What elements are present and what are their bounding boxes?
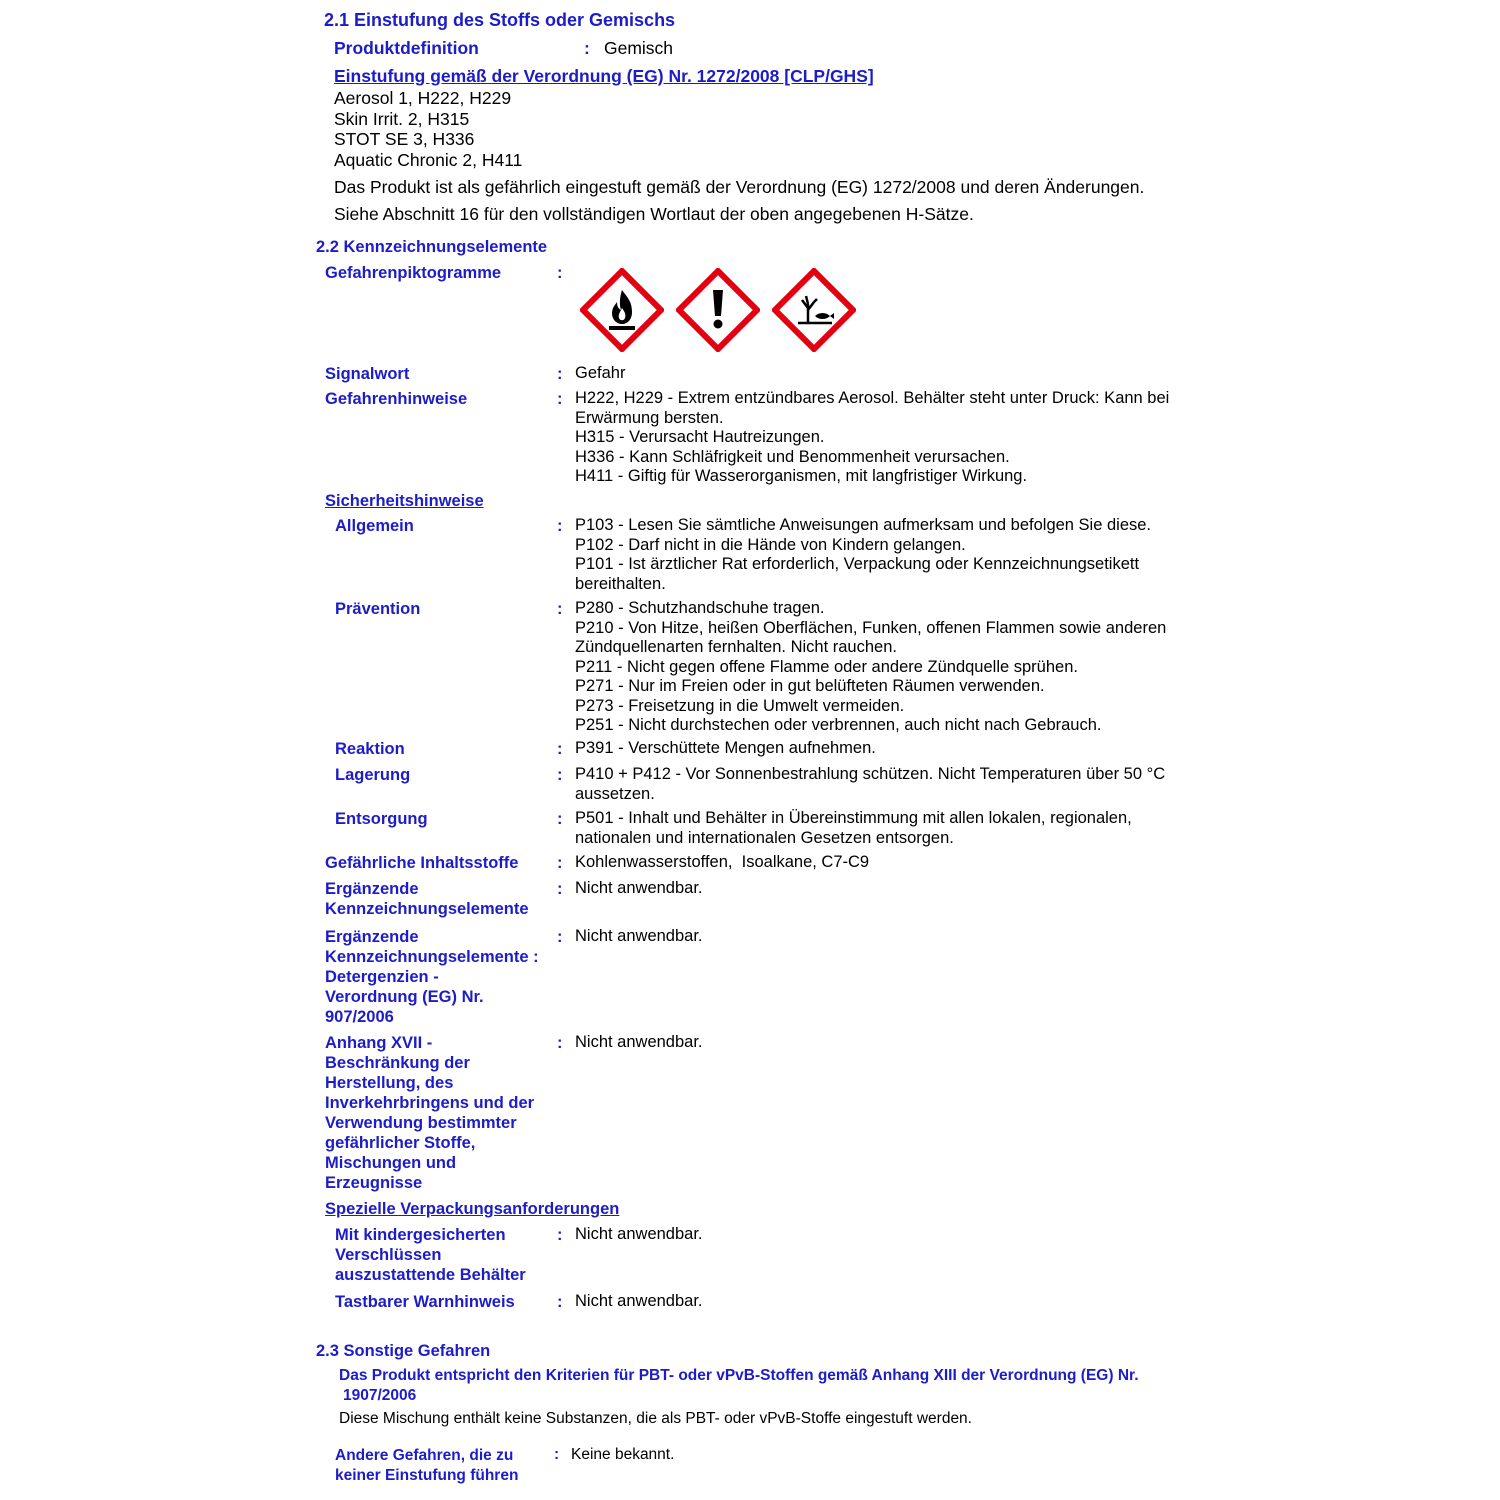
colon: : — [557, 854, 563, 872]
product-definition-label: Produktdefinition — [334, 38, 479, 58]
label-line: Mischungen und — [325, 1154, 457, 1172]
section-2-2-heading: 2.2 Kennzeichnungselemente — [316, 238, 548, 256]
colon: : — [557, 740, 563, 758]
hazard-statements-label: Gefahrenhinweise — [325, 390, 468, 408]
label-line: Mit kindergesicherten — [335, 1226, 506, 1244]
colon: : — [557, 1293, 563, 1311]
label-line: auszustattende Behälter — [335, 1266, 526, 1284]
label-line: gefährlicher Stoffe, — [325, 1134, 476, 1152]
precautionary-statement: nationalen und internationalen Gesetzen entsorgen. — [575, 828, 954, 847]
colon: : — [557, 810, 563, 828]
colon: : — [557, 365, 563, 383]
precautionary-statement: P280 - Schutzhandschuhe tragen. — [575, 599, 825, 617]
precautionary-heading: Sicherheitshinweise — [325, 492, 484, 510]
label-line: Anhang XVII - — [325, 1034, 433, 1052]
label-line: Verordnung (EG) Nr. — [325, 988, 484, 1006]
label-line: Ergänzende — [325, 880, 419, 898]
section-2-3-heading: 2.3 Sonstige Gefahren — [316, 1342, 491, 1360]
general-statements — [575, 516, 1151, 594]
colon: : — [554, 1446, 560, 1463]
label-line: Verwendung bestimmter — [325, 1114, 517, 1132]
prevention-statements — [575, 599, 1166, 736]
tactile-warning-value: Nicht anwendbar. — [575, 1292, 703, 1310]
annex-xvii-value: Nicht anwendbar. — [575, 1033, 703, 1051]
classification-item: STOT SE 3, H336 — [334, 129, 475, 149]
disposal-statements — [575, 809, 1132, 848]
colon: : — [557, 1034, 563, 1052]
label-line: Kennzeichnungselemente — [325, 900, 529, 918]
general-label: Allgemein — [335, 517, 414, 535]
precautionary-statement: P102 - Darf nicht in die Hände von Kindern gelangen. — [575, 535, 966, 554]
response-statement: P391 - Verschüttete Mengen aufnehmen. — [575, 739, 876, 757]
precautionary-statement: P211 - Nicht gegen offene Flamme oder andere Zündquelle sprühen. — [575, 657, 1078, 676]
label-line: Ergänzende — [325, 928, 419, 946]
response-label: Reaktion — [335, 740, 405, 758]
pictograms-label: Gefahrenpiktogramme — [325, 264, 502, 282]
label-line: Erzeugnisse — [325, 1174, 423, 1192]
packaging-heading: Spezielle Verpackungsanforderungen — [325, 1200, 620, 1218]
detergents-label — [325, 927, 539, 1027]
detergents-value: Nicht anwendbar. — [575, 927, 703, 945]
classification-item: Skin Irrit. 2, H315 — [334, 108, 470, 129]
label-line: 907/2006 — [325, 1008, 394, 1026]
other-hazards-value: Keine bekannt. — [571, 1446, 675, 1463]
label-line: Herstellung, des — [325, 1074, 454, 1092]
colon: : — [557, 600, 563, 618]
prevention-label: Prävention — [335, 600, 421, 618]
tactile-warning-label: Tastbarer Warnhinweis — [335, 1293, 515, 1311]
classification-item: Aquatic Chronic 2, H411 — [334, 149, 523, 170]
pbt-heading-line: Das Produkt entspricht den Kriterien für PBT- oder vPvB-Stoffen gemäß Anhang XIII der Verordnung (EG) Nr. — [339, 1367, 1139, 1384]
hazard-statement: H411 - Giftig für Wasserorganismen, mit langfristiger Wirkung. — [575, 467, 1028, 485]
signal-word-label: Signalwort — [325, 365, 410, 383]
precautionary-statement: P273 - Freisetzung in die Umwelt vermeiden. — [575, 696, 905, 715]
label-line: Verschlüssen — [335, 1246, 442, 1264]
signal-word-value: Gefahr — [575, 364, 626, 382]
label-line: Beschränkung der — [325, 1054, 470, 1072]
label-line: Inverkehrbringens und der — [325, 1094, 535, 1112]
supplemental-label — [325, 879, 529, 919]
label-line: keiner Einstufung führen — [335, 1466, 519, 1484]
label-line: Detergenzien - — [325, 968, 439, 986]
label-line: Kennzeichnungselemente : — [325, 948, 539, 966]
hazard-statement: H222, H229 - Extrem entzündbares Aerosol. Behälter steht unter Druck: Kann bei — [575, 389, 1170, 407]
hazard-statements-list — [575, 389, 1169, 487]
storage-label: Lagerung — [335, 766, 411, 784]
precautionary-statement: P271 - Nur im Freien oder in gut belüfteten Räumen verwenden. — [575, 677, 1045, 695]
child-resistant-value: Nicht anwendbar. — [575, 1225, 703, 1243]
disposal-label: Entsorgung — [335, 810, 428, 828]
colon: : — [557, 766, 563, 784]
storage-statements — [575, 765, 1165, 804]
hazard-statement: H336 - Kann Schläfrigkeit und Benommenheit verursachen. — [575, 447, 1010, 466]
supplemental-value: Nicht anwendbar. — [575, 879, 703, 897]
h-statements-reference: Siehe Abschnitt 16 für den vollständigen Wortlaut der oben angegebenen H-Sätze. — [334, 204, 974, 224]
classification-item: Aerosol 1, H222, H229 — [334, 88, 512, 108]
pbt-statement: Diese Mischung enthält keine Substanzen, die als PBT- oder vPvB-Stoffe eingestuft werden. — [339, 1410, 972, 1427]
precautionary-statement: P251 - Nicht durchstechen oder verbrennen, auch nicht nach Gebrauch. — [575, 716, 1102, 734]
environment-icon — [772, 268, 856, 352]
colon: : — [557, 1226, 563, 1244]
pbt-heading — [339, 1366, 1139, 1405]
precautionary-statement: P501 - Inhalt und Behälter in Übereinstimmung mit allen lokalen, regionalen, — [575, 809, 1132, 827]
hazard-statement: H315 - Verursacht Hautreizungen. — [575, 428, 825, 446]
hazardous-ingredients-value: Kohlenwasserstoffen, Isoalkane, C7-C9 — [575, 853, 870, 871]
hazardous-ingredients-label: Gefährliche Inhaltsstoffe — [325, 854, 519, 872]
pbt-heading-line: 1907/2006 — [343, 1386, 417, 1404]
hazard-statement: Erwärmung bersten. — [575, 408, 724, 427]
colon: : — [557, 880, 563, 898]
colon: : — [584, 38, 590, 58]
precautionary-statement: bereithalten. — [575, 574, 666, 593]
colon: : — [557, 264, 563, 282]
colon: : — [557, 390, 563, 408]
colon: : — [557, 517, 563, 535]
classification-list — [334, 88, 522, 170]
colon: : — [557, 928, 563, 946]
precautionary-statement: P210 - Von Hitze, heißen Oberflächen, Funken, offenen Flammen sowie anderen — [575, 618, 1167, 637]
product-definition-value: Gemisch — [604, 38, 674, 58]
child-resistant-label — [335, 1225, 526, 1285]
precautionary-statement: aussetzen. — [575, 784, 655, 803]
label-line: Andere Gefahren, die zu — [335, 1447, 514, 1464]
exclamation-mark-icon — [676, 268, 760, 352]
precautionary-statement: P410 + P412 - Vor Sonnenbestrahlung schützen. Nicht Temperaturen über 50 °C — [575, 765, 1166, 783]
precautionary-statement: Zündquellenarten fernhalten. Nicht rauchen. — [575, 638, 897, 656]
classification-statement: Das Produkt ist als gefährlich eingestuft gemäß der Verordnung (EG) 1272/2008 und deren Änderungen. — [334, 177, 1145, 197]
precautionary-statement: P103 - Lesen Sie sämtliche Anweisungen aufmerksam und befolgen Sie diese. — [575, 516, 1152, 534]
annex-xvii-label — [325, 1033, 534, 1193]
precautionary-statement: P101 - Ist ärztlicher Rat erforderlich, Verpackung oder Kennzeichnungsetikett — [575, 555, 1140, 573]
clp-classification-heading: Einstufung gemäß der Verordnung (EG) Nr. 1272/2008 [CLP/GHS] — [334, 66, 874, 86]
section-2-1-heading: 2.1 Einstufung des Stoffs oder Gemischs — [324, 10, 676, 30]
flame-icon — [580, 268, 664, 352]
other-hazards-label — [335, 1446, 518, 1485]
